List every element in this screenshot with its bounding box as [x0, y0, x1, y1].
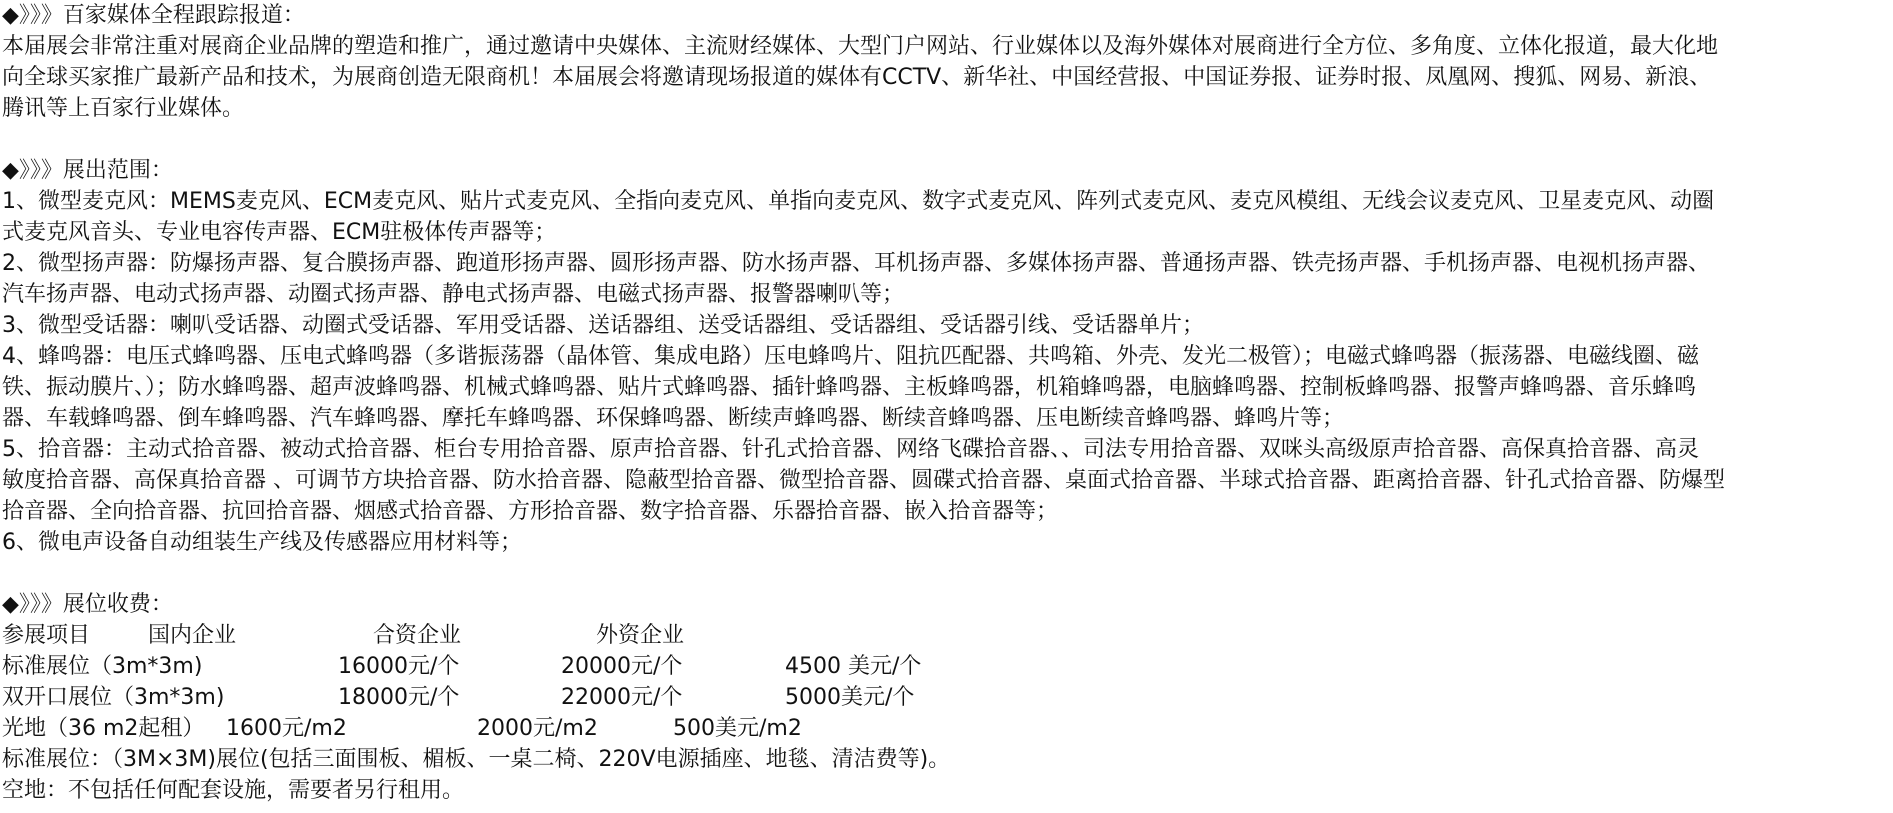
fees-cell: 光地（36 m2起租） — [2, 716, 205, 741]
fees-cell: 500美元/m2 — [673, 716, 802, 741]
fees-cell: 2000元/m2 — [477, 716, 598, 741]
fees-cell: 18000元/个 — [338, 685, 460, 710]
scope-line: 铁、振动膜片、）；防水蜂鸣器、超声波蜂鸣器、机械式蜂鸣器、贴片式蜂鸣器、插针蜂鸣器、主板蜂鸣器，机箱蜂鸣器，电脑蜂鸣器、控制板蜂鸣器、报警声蜂鸣器、音乐蜂鸣 — [2, 375, 1697, 400]
fees-cell: 标准展位（3m*3m) — [2, 654, 203, 679]
scope-line: 3、微型受话器：喇叭受话器、动圈式受话器、军用受话器、送话器组、送受话器组、受话器组、受话器引线、受话器单片； — [2, 313, 1205, 338]
fees-cell: 20000元/个 — [561, 654, 683, 679]
fees-note: 空地：不包括任何配套设施，需要者另行租用。 — [2, 778, 465, 803]
media-heading: ◆》》》百家媒体全程跟踪报道： — [2, 3, 305, 28]
scope-line: 敏度拾音器、高保真拾音器 、可调节方块拾音器、防水拾音器、隐蔽型拾音器、微型拾音器、圆碟式拾音器、桌面式拾音器、半球式拾音器、距离拾音器、针孔式拾音器、防爆型 — [2, 468, 1725, 493]
fees-heading: ◆》》》展位收费： — [2, 592, 173, 617]
spacer — [2, 558, 1890, 589]
fees-header-cell: 外资企业 — [596, 623, 685, 648]
fees-header-cell: 国内企业 — [148, 623, 237, 648]
scope-line: 式麦克风音头、专业电容传声器、ECM驻极体传声器等； — [2, 220, 557, 245]
fees-cell: 22000元/个 — [561, 685, 683, 710]
scope-line: 器、车载蜂鸣器、倒车蜂鸣器、汽车蜂鸣器、摩托车蜂鸣器、环保蜂鸣器、断续声蜂鸣器、断续音蜂鸣器、压电断续音蜂鸣器、蜂鸣片等； — [2, 406, 1345, 431]
fees-header-row — [2, 620, 1890, 651]
media-paragraph-line: 腾讯等上百家行业媒体。 — [2, 96, 245, 121]
scope-heading: ◆》》》展出范围： — [2, 158, 173, 183]
fees-cell: 16000元/个 — [338, 654, 460, 679]
fees-note: 标准展位：（3M×3M)展位(包括三面围板、楣板、一桌二椅、220V电源插座、地毯、清洁费等)。 — [2, 747, 951, 772]
scope-line: 4、蜂鸣器：电压式蜂鸣器、压电式蜂鸣器（多谐振荡器（晶体管、集成电路）压电蜂鸣片、阻抗匹配器、共鸣箱、外壳、发光二极管）；电磁式蜂鸣器（振荡器、电磁线圈、磁 — [2, 344, 1700, 369]
scope-line: 拾音器、全向拾音器、抗回拾音器、烟感式拾音器、方形拾音器、数字拾音器、乐器拾音器、嵌入拾音器等； — [2, 499, 1059, 524]
fees-header-cell: 合资企业 — [373, 623, 462, 648]
scope-line: 5、拾音器：主动式拾音器、被动式拾音器、柜台专用拾音器、原声拾音器、针孔式拾音器、网络飞碟拾音器、、司法专用拾音器、双咪头高级原声拾音器、高保真拾音器、高灵 — [2, 437, 1700, 462]
scope-line: 6、微电声设备自动组装生产线及传感器应用材料等； — [2, 530, 522, 555]
scope-line: 2、微型扬声器：防爆扬声器、复合膜扬声器、跑道形扬声器、圆形扬声器、防水扬声器、耳机扬声器、多媒体扬声器、普通扬声器、铁壳扬声器、手机扬声器、电视机扬声器、 — [2, 251, 1711, 276]
fees-cell: 5000美元/个 — [785, 685, 915, 710]
media-paragraph-line: 本届展会非常注重对展商企业品牌的塑造和推广，通过邀请中央媒体、主流财经媒体、大型门户网站、行业媒体以及海外媒体对展商进行全方位、多角度、立体化报道，最大化地 — [2, 34, 1719, 59]
fees-cell: 1600元/m2 — [226, 716, 347, 741]
scope-line: 汽车扬声器、电动式扬声器、动圈式扬声器、静电式扬声器、电磁式扬声器、报警器喇叭等； — [2, 282, 905, 307]
fees-row — [2, 713, 1890, 744]
spacer — [2, 124, 1890, 155]
document-body — [2, 0, 1890, 806]
scope-line: 1、微型麦克风：MEMS麦克风、ECM麦克风、贴片式麦克风、全指向麦克风、单指向麦克风、数字式麦克风、阵列式麦克风、麦克风模组、无线会议麦克风、卫星麦克风、动圈 — [2, 189, 1715, 214]
fees-cell: 4500 美元/个 — [785, 654, 922, 679]
fees-header-cell: 参展项目 — [2, 623, 91, 648]
fees-row — [2, 651, 1890, 682]
fees-row — [2, 682, 1890, 713]
fees-cell: 双开口展位（3m*3m) — [2, 685, 225, 710]
media-paragraph-line: 向全球买家推广最新产品和技术，为展商创造无限商机！本届展会将邀请现场报道的媒体有CCTV、新华社、中国经营报、中国证券报、证券时报、凤凰网、搜狐、网易、新浪、 — [2, 65, 1712, 90]
